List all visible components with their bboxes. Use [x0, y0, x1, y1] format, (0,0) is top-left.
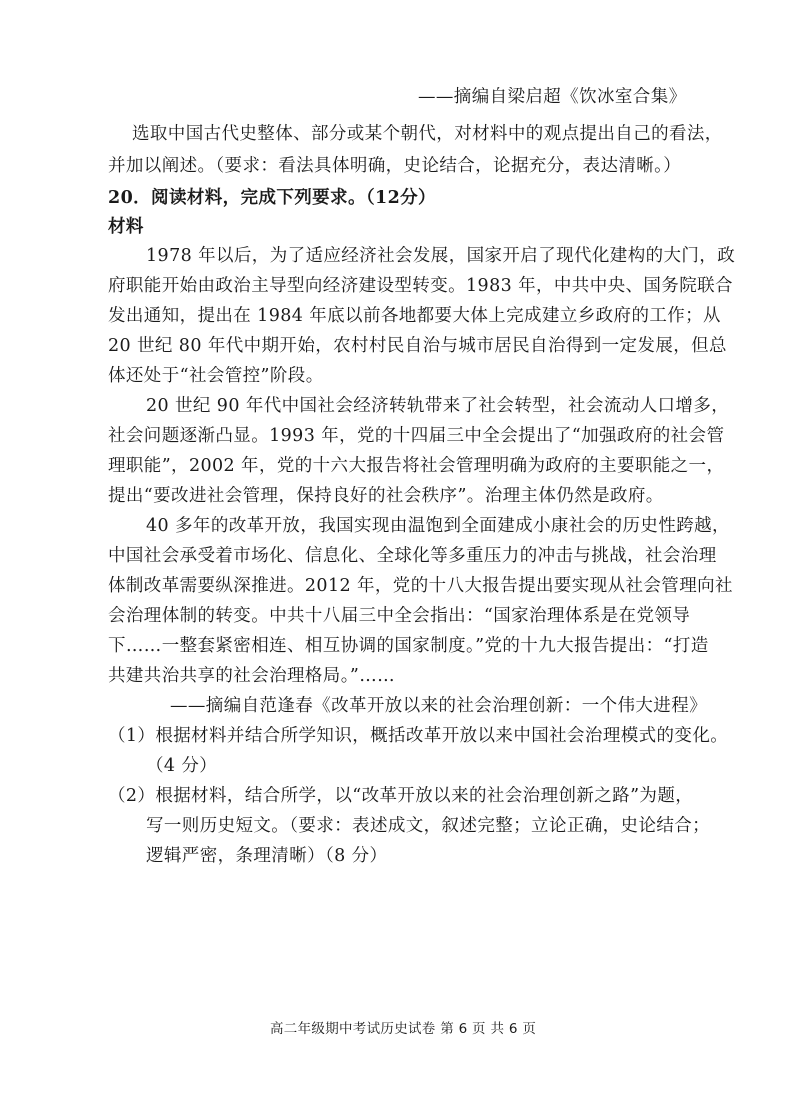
material-para1-line: 体还处于“社会管控”阶段。 [108, 366, 324, 386]
sub-question-1-line: （1）根据材料并结合所学知识，概括改革开放以来中国社会治理模式的变化。 [108, 726, 729, 746]
material-label: 材料 [108, 217, 144, 237]
material-para3-line: 共建共治共享的社会治理格局。”…… [108, 666, 395, 686]
material-para2-line: 理职能”，2002 年，党的十六大报告将社会管理明确为政府的主要职能之一， [108, 456, 725, 476]
source-citation-fan-fengchun: ——摘编自范逢春《改革开放以来的社会治理创新：一个伟大进程》 [170, 696, 707, 716]
material-para3-line: 下……一整套紧密相连、相互协调的国家制度。”党的十九大报告提出：“打造 [108, 636, 709, 656]
material-para3-line: 中国社会承受着市场化、信息化、全球化等多重压力的冲击与挑战，社会治理 [108, 546, 717, 566]
sub-question-2-line: 逻辑严密，条理清晰）（8 分） [146, 846, 388, 866]
material-para1-line: 20 世纪 80 年代中期开始，农村村民自治与城市居民自治得到一定发展，但总 [108, 336, 727, 356]
sub-question-2-line: （2）根据材料，结合所学，以“改革开放以来的社会治理创新之路”为题， [108, 786, 694, 806]
sub-question-1-points: （4 分） [146, 756, 218, 776]
source-citation-liang-qichao: ——摘编自梁启超《饮冰室合集》 [418, 87, 687, 107]
essay-task-line-1: 选取中国古代史整体、部分或某个朝代，对材料中的观点提出自己的看法， [132, 124, 723, 144]
material-para3-line: 体制改革需要纵深推进。2012 年，党的十八大报告提出要实现从社会管理向社 [108, 576, 733, 596]
material-para3-line: 会治理体制的转变。中共十八届三中全会指出：“国家治理体系是在党领导 [108, 606, 691, 626]
question-20-title: 20．阅读材料，完成下列要求。（12分） [108, 188, 436, 208]
page-footer: 高二年级期中考试历史试卷 第 6 页 共 6 页 [270, 1021, 537, 1037]
essay-task-line-2: 并加以阐述。（要求：看法具体明确，史论结合，论据充分，表达清晰。） [108, 156, 682, 176]
sub-question-2-line: 写一则历史短文。（要求：表述成文，叙述完整；立论正确，史论结合； [146, 816, 711, 836]
material-para1-line: 府职能开始由政治主导型向经济建设型转变。1983 年，中共中央、国务院联合 [108, 276, 733, 296]
material-para1-line: 1978 年以后，为了适应经济社会发展，国家开启了现代化建构的大门，政 [146, 246, 736, 266]
material-para2-line: 社会问题逐渐凸显。1993 年，党的十四届三中全会提出了“加强政府的社会管 [108, 426, 725, 446]
material-para2-line: 20 世纪 90 年代中国社会经济转轨带来了社会转型，社会流动人口增多， [146, 396, 730, 416]
material-para1-line: 发出通知，提出在 1984 年底以前各地都要大体上完成建立乡政府的工作；从 [108, 306, 721, 326]
material-para2-line: 提出“要改进社会管理，保持良好的社会秩序”。治理主体仍然是政府。 [108, 486, 664, 506]
material-para3-line: 40 多年的改革开放，我国实现由温饱到全面建成小康社会的历史性跨越， [146, 516, 730, 536]
